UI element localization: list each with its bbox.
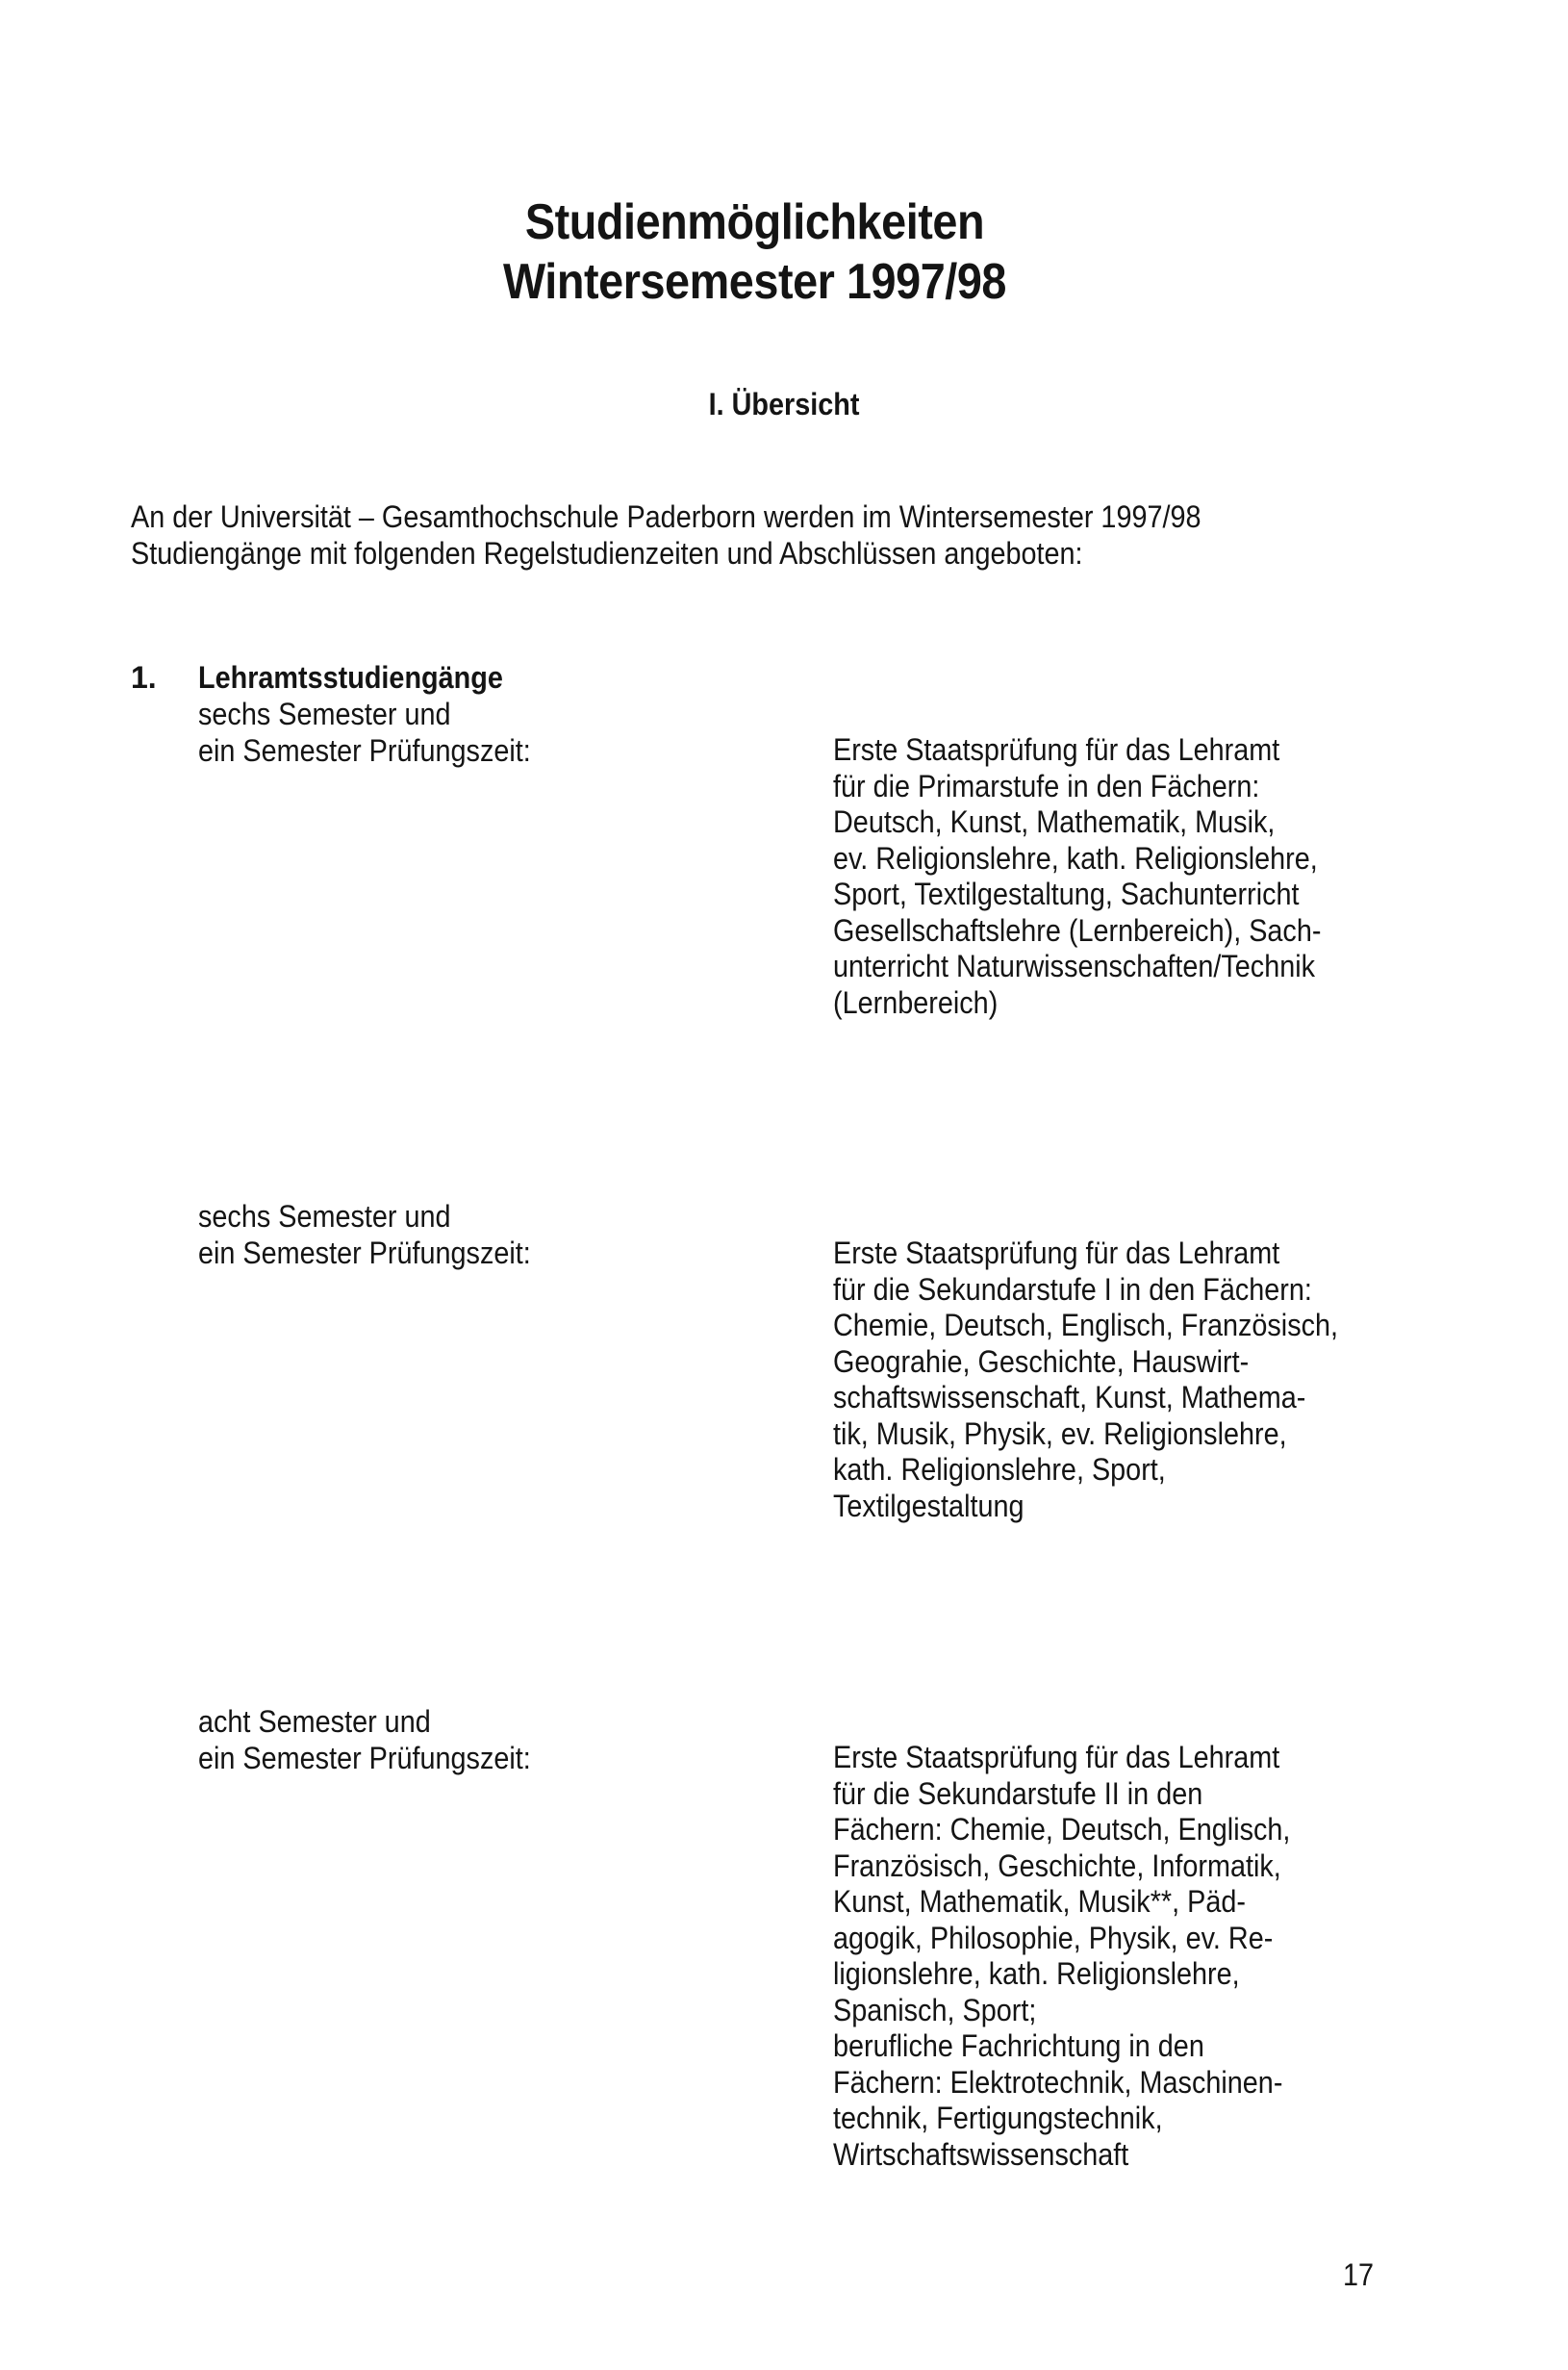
entry-3-degree-line: Erste Staatsprüfung für das Lehramt: [833, 1740, 1280, 1774]
entry-1-duration-line: sechs Semester und: [198, 697, 451, 731]
entry-1-degree-line: Deutsch, Kunst, Mathematik, Musik,: [833, 804, 1276, 839]
entry-1-degree-line: für die Primarstufe in den Fächern:: [833, 768, 1260, 803]
entry-3-degree-line: Wirtschaftswissenschaft: [833, 2136, 1129, 2172]
entry-2-degree-line: Geograhie, Geschichte, Hauswirt-: [833, 1343, 1250, 1379]
entry-2-degree-line: Textilgestaltung: [833, 1488, 1024, 1523]
entry-1-degree-line: Gesellschaftslehre (Lernbereich), Sach-: [833, 912, 1322, 948]
entry-3-duration-line: acht Semester und: [198, 1704, 431, 1739]
entry-3-degree-line: für die Sekundarstufe II in den: [833, 1775, 1203, 1811]
entry-3-degree-line: Spanisch, Sport;: [833, 1992, 1037, 2027]
item-number: 1.: [131, 660, 157, 695]
entry-1-degree-line: Sport, Textilgestaltung, Sachunterricht: [833, 877, 1300, 911]
intro-line-1: An der Universität – Gesamthochschule Paderborn werden im Wintersemester 1997/98: [131, 499, 1201, 534]
entry-2-degree-line: Chemie, Deutsch, Englisch, Französisch,: [833, 1308, 1339, 1342]
entry-1-duration-line: ein Semester Prüfungszeit:: [198, 733, 531, 768]
entry-3-degree: [833, 1740, 1290, 2173]
intro-line-2: Studiengänge mit folgenden Regelstudienzeiten und Abschlüssen angeboten:: [131, 536, 1083, 571]
entry-2-duration: [198, 1198, 531, 1271]
item-title: Lehramtsstudiengänge: [198, 660, 503, 695]
entry-3-duration-line: ein Semester Prüfungszeit:: [198, 1741, 531, 1775]
entry-3-degree-line: Fächern: Elektrotechnik, Maschinen-: [833, 2064, 1283, 2100]
entry-1-duration: [198, 696, 531, 769]
entry-2-duration-line: ein Semester Prüfungszeit:: [198, 1236, 531, 1270]
page-title: [75, 192, 1486, 312]
intro-paragraph: [131, 498, 1274, 572]
entry-3-degree-line: agogik, Philosophie, Physik, ev. Re-: [833, 1920, 1274, 1955]
entry-1-degree-line: unterricht Naturwissenschaften/Technik: [833, 949, 1316, 983]
entry-3-degree-line: Kunst, Mathematik, Musik**, Päd-: [833, 1884, 1246, 1919]
entry-3-degree-line: Fächern: Chemie, Deutsch, Englisch,: [833, 1812, 1291, 1847]
entry-1-degree-line: Erste Staatsprüfung für das Lehramt: [833, 732, 1280, 767]
entry-2-degree-line: Erste Staatsprüfung für das Lehramt: [833, 1236, 1280, 1270]
entry-2-duration-line: sechs Semester und: [198, 1199, 451, 1234]
entry-3-degree-line: ligionslehre, kath. Religionslehre,: [833, 1956, 1240, 1991]
entry-3-degree-line: technik, Fertigungstechnik,: [833, 2101, 1163, 2135]
entry-1-degree-line: ev. Religionslehre, kath. Religionslehre,: [833, 840, 1318, 876]
title-line-1: Studienmöglichkeiten: [524, 194, 985, 250]
entry-3-degree-line: Französisch, Geschichte, Informatik,: [833, 1848, 1281, 1883]
entry-1-degree-line: (Lernbereich): [833, 984, 999, 1020]
entry-2-degree-line: kath. Religionslehre, Sport,: [833, 1452, 1166, 1487]
entry-3-degree-line: berufliche Fachrichtung in den: [833, 2028, 1204, 2063]
section-heading: I. Übersicht: [708, 387, 860, 421]
entry-2-degree-line: für die Sekundarstufe I in den Fächern:: [833, 1271, 1312, 1307]
entry-3-duration: [198, 1703, 531, 1776]
entry-2-degree-line: tik, Musik, Physik, ev. Religionslehre,: [833, 1415, 1287, 1451]
entry-1-degree: [833, 732, 1321, 1021]
entry-2-degree: [833, 1236, 1338, 1524]
page-number: 17: [1343, 2257, 1375, 2292]
title-line-2: Wintersemester 1997/98: [502, 254, 1006, 310]
entry-2-degree-line: schaftswissenschaft, Kunst, Mathema-: [833, 1380, 1306, 1414]
